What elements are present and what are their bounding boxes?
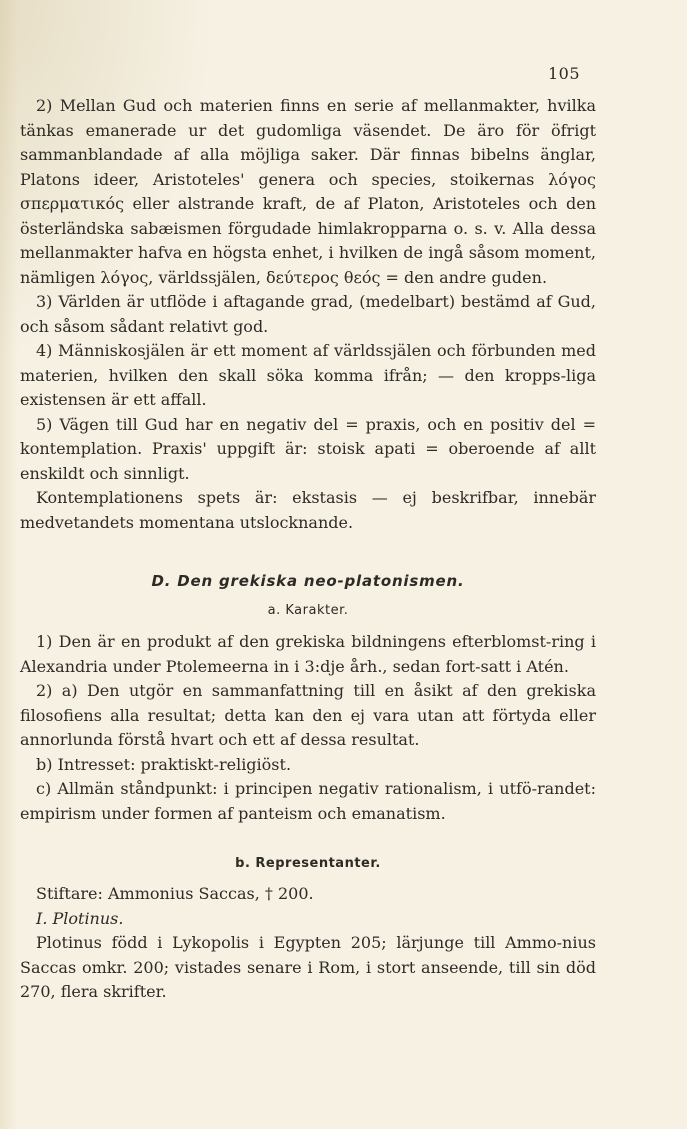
paragraph-contemplation: Kontemplationens spets är: ekstasis — ej beskrifbar, innebär medvetandets momentana utslocknande. [20,488,596,532]
paragraph-2a-sammanfattning: 2) a) Den utgör en sammanfattning till en åsikt af den grekiska filosofiens alla resultat; detta kan den ej vara utan att förtyda eller annorlunda förstå hvart och ett af dessa resultat. [20,681,596,749]
text-block-1 [20,94,596,535]
founder-line: Stiftare: Ammonius Saccas, † 200. [36,884,314,903]
page-number: 105 [547,64,580,83]
paragraph-5: 5) Vägen till Gud har en negativ del = praxis, och en positiv del = kontemplation. Praxis' uppgift är: stoisk apati = oberoende af allt enskildt och sinnligt. [20,414,596,483]
paragraph-3: 3) Världen är utflöde i aftagande grad, (medelbart) bestämd af Gud, och såsom sådant relativt god. [20,292,596,336]
section-heading: D. Den grekiska neo-platonismen. [151,572,465,590]
paragraph-2: 2) Mellan Gud och materien finns en serie af mellanmakter, hvilka tänkas emanerade ur det gudomliga väsendet. De äro för öfrigt sammanblandade af alla möjliga saker. Där finnas bibelns änglar, Platons ideer, Aristoteles' genera och species, stoikernas λόγος σπερματικός eller alstrande kraft, de af Platon, Aristoteles och den österländska sabæismen förgudade himlakropparna o. s. v. Alla dessa mellanmakter hafva en högsta enhet, i hvilken de ingå såsom moment, nämligen λόγος, världssjälen, δεύτερος θεός = den andre guden. [20,96,596,287]
text-block-2 [20,630,596,826]
paragraph-4: 4) Människosjälen är ett moment af världssjälen och förbunden med materien, hvilken den skall söka komma ifrån; — den kropps-liga existensen är ett affall. [20,341,596,409]
plotinus-heading: I. Plotinus. [36,908,124,928]
subheading-representanter: b. Representanter. [235,856,381,871]
text-block-3 [20,882,596,1005]
paragraph-2b-intresset: b) Intresset: praktiskt-religiöst. [36,754,292,774]
plotinus-paragraph: Plotinus född i Lykopolis i Egypten 205; lärjunge till Ammo-nius Saccas omkr. 200; vistades senare i Rom, i stort anseende, till sin död 270, flera skrifter. [20,933,596,1001]
paragraph-2c-standpunkt: c) Allmän ståndpunkt: i principen negativ rationalism, i utfö-randet: empirism under formen af panteism och emanatism. [20,779,596,823]
subheading-karakter: a. Karakter. [267,603,349,618]
paragraph-1-produkt: 1) Den är en produkt af den grekiska bildningens efterblomst-ring i Alexandria under Ptolemeerna in i 3:dje årh., sedan fort-satt i Atén. [20,632,596,676]
